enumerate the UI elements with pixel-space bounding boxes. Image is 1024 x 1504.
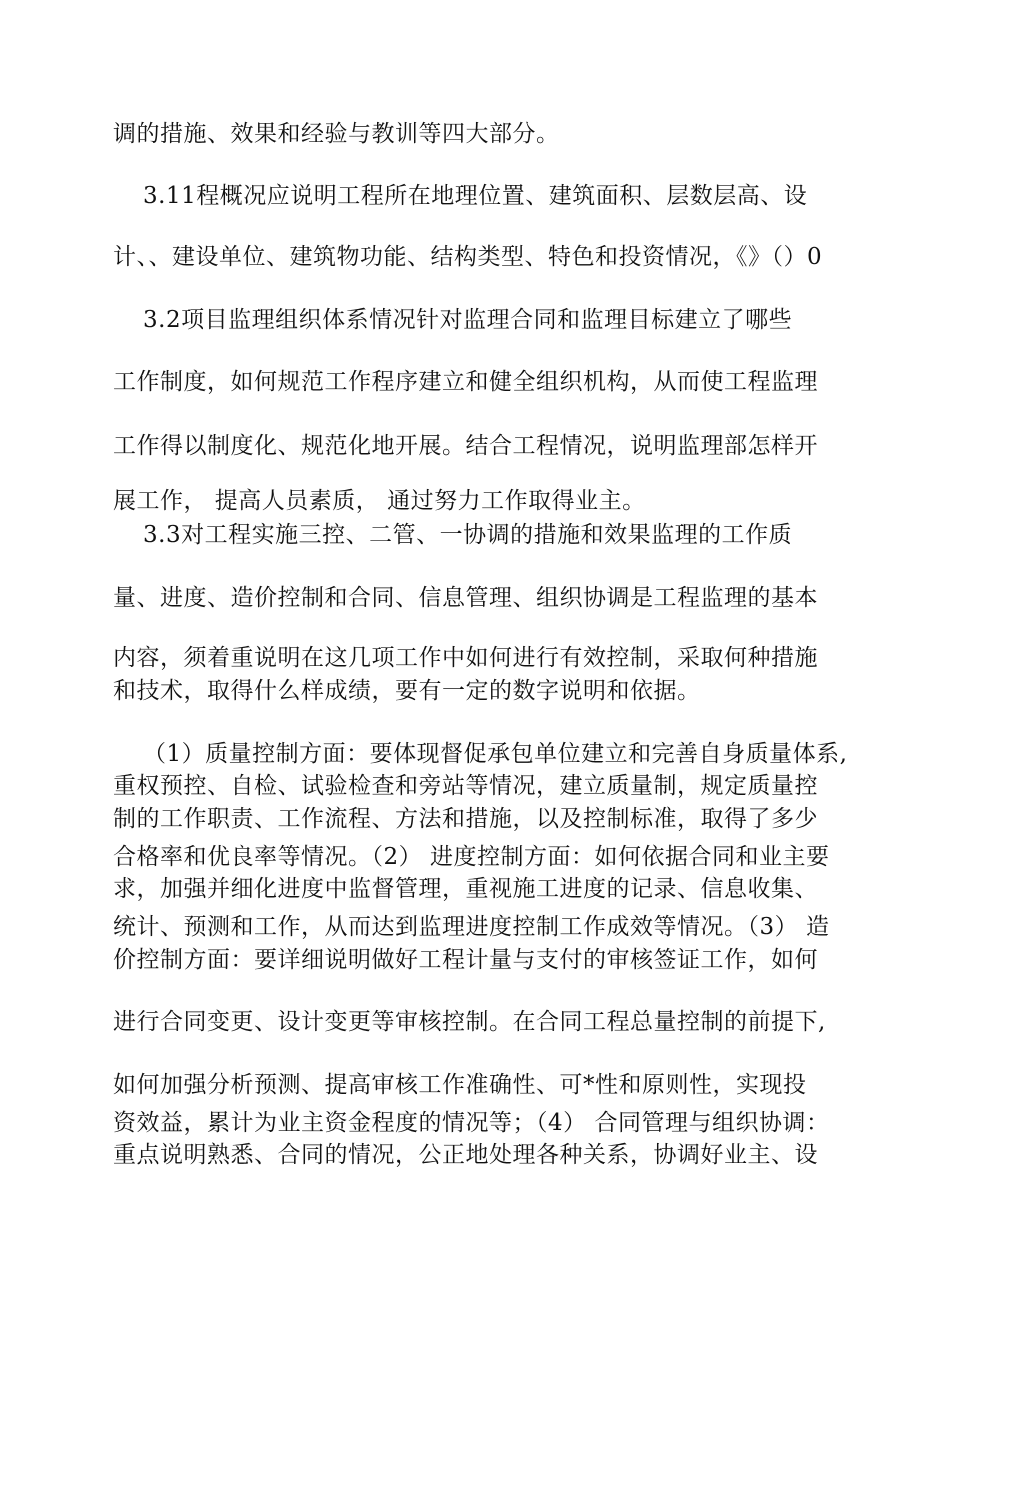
text-line: 内容，须着重说明在这几项工作中如何进行有效控制，采取何种措施 <box>113 645 818 671</box>
text-line: 3.11程概况应说明工程所在地理位置、建筑面积、层数层高、设 <box>143 183 808 209</box>
text-line: 和技术，取得什么样成绩，要有一定的数字说明和依据。 <box>113 678 701 704</box>
text-line: 合格率和优良率等情况。（2） 进度控制方面：如何依据合同和业主要 <box>113 844 830 870</box>
text-line: 求，加强并细化进度中监督管理，重视施工进度的记录、信息收集、 <box>113 876 818 902</box>
text-line: 展工作， 提高人员素质， 通过努力工作取得业主。 <box>113 488 646 514</box>
text-line: 3.2项目监理组织体系情况针对监理合同和监理目标建立了哪些 <box>143 307 793 333</box>
text-line: 制的工作职责、工作流程、方法和措施，以及控制标准，取得了多少 <box>113 806 818 832</box>
text-line: 3.3对工程实施三控、二管、一协调的措施和效果监理的工作质 <box>143 522 793 548</box>
text-line: 工作得以制度化、规范化地开展。结合工程情况，说明监理部怎样开 <box>113 433 818 459</box>
text-line: 计、、建设单位、建筑物功能、结构类型、特色和投资情况，《》（）0 <box>113 244 823 270</box>
text-line: 如何加强分析预测、提高审核工作准确性、可*性和原则性，实现投 <box>113 1072 807 1098</box>
text-line: 统计、预测和工作，从而达到监理进度控制工作成效等情况。（3） 造 <box>113 914 830 940</box>
text-line: 调的措施、效果和经验与教训等四大部分。 <box>113 121 560 147</box>
text-line: 工作制度，如何规范工作程序建立和健全组织机构，从而使工程监理 <box>113 369 818 395</box>
text-line: 资效益，累计为业主资金程度的情况等；（4） 合同管理与组织协调： <box>113 1110 830 1136</box>
text-line: 重点说明熟悉、合同的情况，公正地处理各种关系，协调好业主、设 <box>113 1142 818 1168</box>
text-line: 进行合同变更、设计变更等审核控制。在合同工程总量控制的前提下, <box>113 1009 826 1035</box>
text-line: 价控制方面：要详细说明做好工程计量与支付的审核签证工作，如何 <box>113 947 818 973</box>
text-line: 量、进度、造价控制和合同、信息管理、组织协调是工程监理的基本 <box>113 585 818 611</box>
text-line: 重权预控、自检、试验检查和旁站等情况，建立质量制，规定质量控 <box>113 773 818 799</box>
text-line: （1）质量控制方面：要体现督促承包单位建立和完善自身质量体系, <box>143 741 848 767</box>
